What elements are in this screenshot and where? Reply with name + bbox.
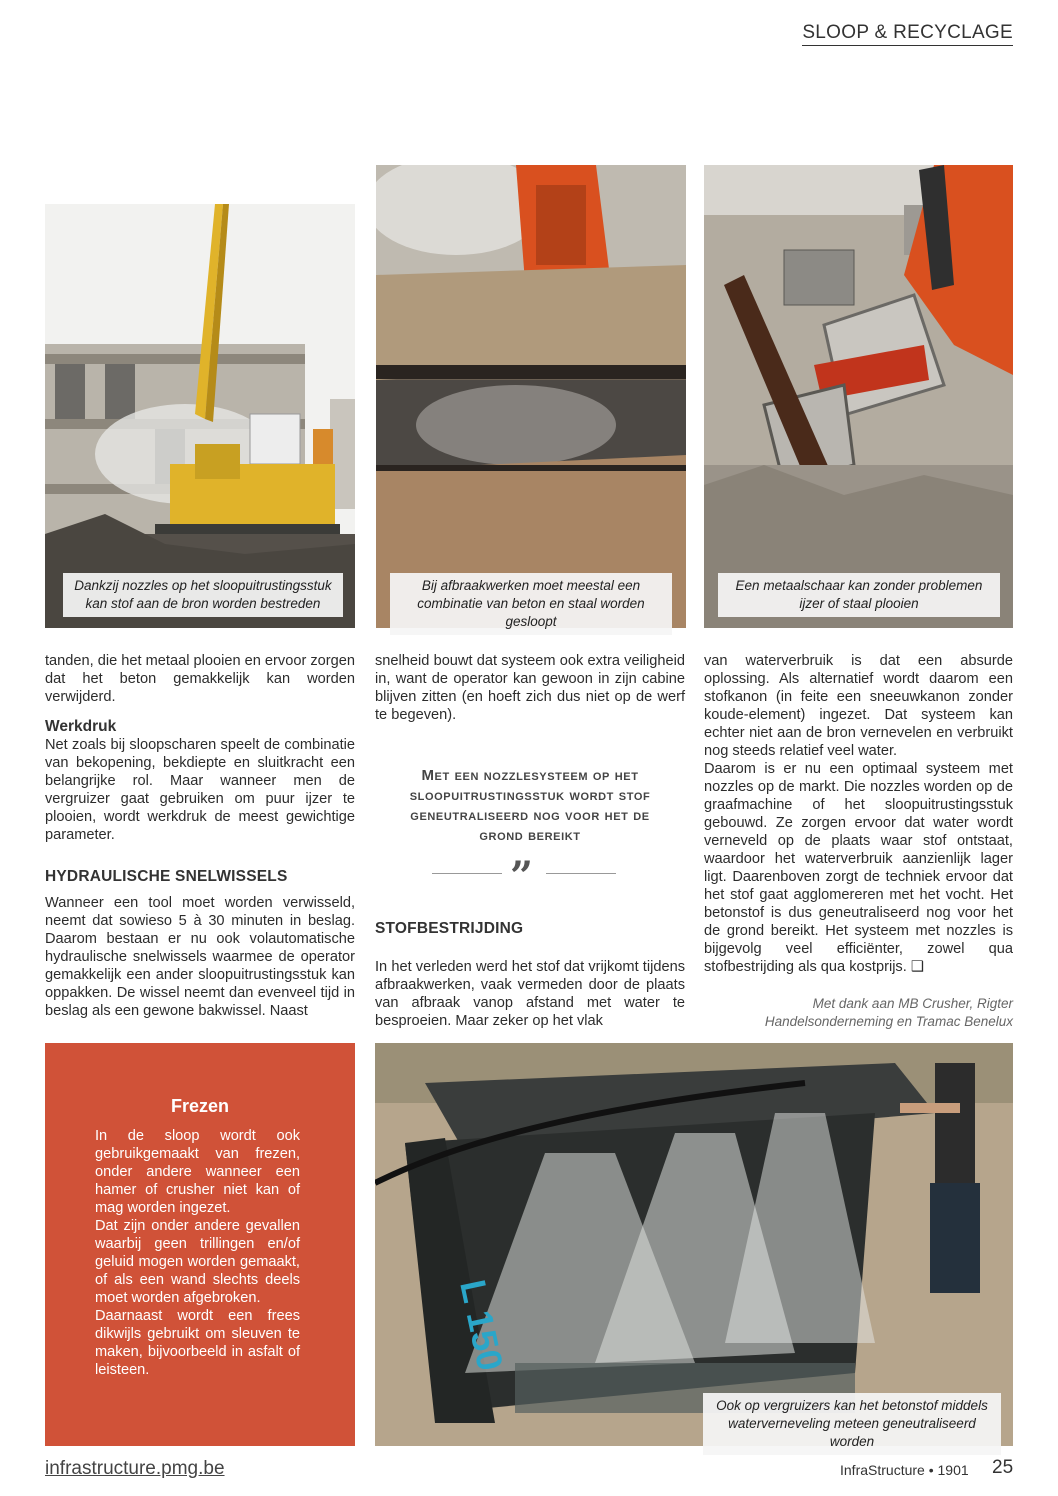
snelwissels-text: Wanneer een tool moet worden verwisseld, neemt dat sowieso 5 à 30 minuten in beslag. Daarom bestaan er nu ook volautomatische hydraulische snelwissels waarmee de operator gemakkelijk een ander sloopuitrustingsstuk kan oppakken. De wissel neemt dan evenveel tijd in beslag als een gewone bakwissel. Naast	[45, 895, 355, 1019]
crusher-model-label: L 150	[452, 1276, 512, 1375]
column-3	[704, 652, 1013, 976]
section-tag: SLOOP & RECYCLAGE	[802, 22, 1013, 46]
concrete-steel-photo	[376, 165, 686, 628]
acknowledgement	[704, 995, 1013, 1031]
stofbestrijding-text: In het verleden werd het stof dat vrijkomt tijdens afbraakwerken, vaak vermeden door de plaats van afbraak vanop afstand met water te besproeien. Maar zeker op het vlak	[375, 959, 685, 1029]
frezen-box	[45, 1043, 355, 1446]
snelwissels-heading: HYDRAULISCHE SNELWISSELS	[45, 868, 288, 885]
excavator-photo	[45, 204, 355, 628]
frezen-text	[95, 1127, 300, 1379]
excavator-caption: Dankzij nozzles op het sloopuitrustingsstuk kan stof aan de bron worden bestreden	[63, 573, 343, 617]
quote-rule-left	[432, 873, 502, 874]
col3-p1: van waterverbruik is dat een absurde oplossing. Als alternatief wordt daarom een stofkanon (in feite een sneeuwkanon zonder koude-element) ingezet. Dat systeem kan echter niet aan de bron vernevelen en verbruikt nog steeds relatief veel water.	[704, 653, 1013, 759]
metal-shear-caption: Een metaalschaar kan zonder problemen ijzer of staal plooien	[718, 573, 1000, 617]
werkdruk-text: Net zoals bij sloopscharen speelt de combinatie van bekopening, bekdiepte en sluitkracht een belangrijke rol. Maar wanneer men de vergruizer gaat gebruiken om puur ijzer te plooien, wordt werkdruk de meest gewichtige parameter.	[45, 737, 355, 843]
concrete-steel-caption: Bij afbraakwerken moet meestal een combinatie van beton en staal worden gesloopt	[390, 573, 672, 635]
thanks-line-2: Handelsonderneming en Tramac Benelux	[764, 1014, 1013, 1029]
pull-quote: Met een nozzlesysteem op het sloopuitrustingsstuk wordt stof geneutraliseerd nog voor het de grond bereikt	[409, 767, 651, 844]
frezen-title: Frezen	[170, 1096, 230, 1116]
crusher-bucket-photo	[375, 1043, 1013, 1446]
metal-shear-photo	[704, 165, 1013, 628]
footer-url[interactable]: infrastructure.pmg.be	[45, 1458, 225, 1479]
column-1	[45, 652, 355, 1020]
col3-p2: Daarom is er nu een optimaal systeem met nozzles op de markt. Die nozzles worden op de graafmachine of het sloopuitrustingsstuk gebouwd. Ze zorgen ervoor dat water wordt verneveld op de plaats waar stof ontstaat, waardoor het waterverbruik aanzienlijk lager ligt. Daarenboven zorgt de techniek ervoor dat het stof gaat agglomereren met het vocht. Het betonstof is dus geneutraliseerd nog voor het de grond bereikt. Het systeem met nozzles is bijgevolg veel efficiënter, zowel qua stofbestrijding als qua kostprijs.	[704, 761, 1013, 975]
footer-magazine: InfraStructure • 1901	[840, 1462, 969, 1478]
stofbestrijding-heading: STOFBESTRIJDING	[375, 920, 524, 937]
col2-intro: snelheid bouwt dat systeem ook extra veiligheid in, want de operator kan gewoon in zijn cabine blijven zitten (en hoeft zich dus niet op de werf te begeven).	[375, 653, 685, 723]
column-2-lower	[375, 920, 685, 1030]
crusher-caption: Ook op vergruizers kan het betonstof middels waterverneveling meteen geneutraliseerd worden	[703, 1393, 1001, 1455]
col1-intro: tanden, die het metaal plooien en ervoor zorgen dat het beton gemakkelijk kan worden verwijderd.	[45, 653, 355, 705]
frezen-p2: Dat zijn onder andere gevallen waarbij geen trillingen en/of geluid mogen worden gemaakt, of als een wand slechts deels moet worden afgebroken.	[95, 1218, 300, 1306]
page-number: 25	[992, 1457, 1014, 1478]
column-2	[375, 652, 685, 724]
end-mark: ❑	[910, 959, 924, 975]
thanks-line-1: Met dank aan MB Crusher, Rigter	[812, 996, 1013, 1011]
werkdruk-heading: Werkdruk	[45, 718, 117, 735]
frezen-p1: In de sloop wordt ook gebruikgemaakt van frezen, onder andere wanneer een hamer of crusher niet kan of mag worden ingezet.	[95, 1128, 300, 1216]
quote-mark: ”	[510, 853, 534, 900]
frezen-p3: Daarnaast wordt een frees dikwijls gebruikt om sleuven te maken, bijvoorbeeld in asfalt of leisteen.	[95, 1308, 300, 1378]
quote-rule-right	[546, 873, 616, 874]
